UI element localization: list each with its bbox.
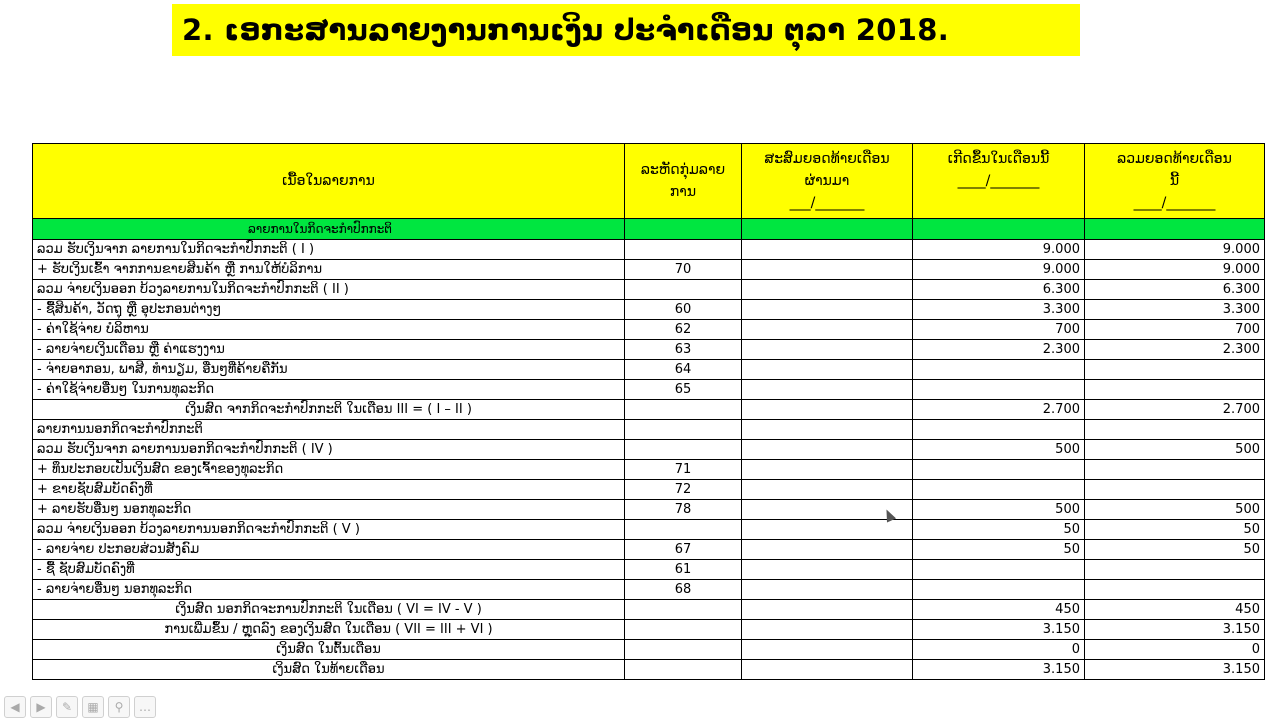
title-banner — [172, 4, 1080, 56]
table-header-row — [33, 144, 1265, 219]
header-group-code: ລະຫັດກຸ່ມລາຍ ການ — [625, 144, 742, 219]
row-label: ລວມ ຈ່າຍເງິນອອກ ບ້ວງລາຍການນອກກິດຈະກຳປົກກະຕິ ( V ) — [33, 520, 625, 540]
row-accumulated — [742, 400, 913, 420]
row-accumulated — [742, 460, 913, 480]
row-label: + ຮັບເງິນເຂົ້າ ຈາກການຂາຍສິນຄ້າ ຫຼື ການໃຫ້ບໍລິການ — [33, 260, 625, 280]
row-total — [1085, 420, 1265, 440]
section-label: ລາຍການໃນກິດຈະກຳປົກກະຕິ — [33, 219, 625, 240]
row-total: 6.300 — [1085, 280, 1265, 300]
row-accumulated — [742, 440, 913, 460]
row-current-month: 450 — [913, 600, 1085, 620]
row-accumulated — [742, 320, 913, 340]
row-group-code: 60 — [625, 300, 742, 320]
row-current-month: 500 — [913, 440, 1085, 460]
row-current-month — [913, 560, 1085, 580]
row-label: - ຈ່າຍອາກອນ, ພາສີ, ທຳນຽມ, ອື່ນໆທີ່ຄ້າຍຄືກັນ — [33, 360, 625, 380]
row-current-month: 3.300 — [913, 300, 1085, 320]
row-accumulated — [742, 420, 913, 440]
row-current-month: 3.150 — [913, 620, 1085, 640]
row-label: + ຂາຍຊັບສົມບັດຄົງທີ່ — [33, 480, 625, 500]
row-label: - ຊື້ ຊັບສົມບັດຄົງທີ່ — [33, 560, 625, 580]
row-label: ລວມ ຈ່າຍເງິນອອກ ບ້ວງລາຍການໃນກິດຈະກຳປົກກະຕິ ( II ) — [33, 280, 625, 300]
row-label: + ທຶນປະກອບເປັນເງິນສົດ ຂອງເຈົ້າຂອງທຸລະກິດ — [33, 460, 625, 480]
row-total — [1085, 380, 1265, 400]
row-total: 500 — [1085, 440, 1265, 460]
pen-icon[interactable]: ✎ — [56, 696, 78, 718]
row-label: - ລາຍຈ່າຍອື່ນໆ ນອກທຸລະກິດ — [33, 580, 625, 600]
next-slide-icon[interactable]: ▶ — [30, 696, 52, 718]
table-row — [33, 440, 1265, 460]
row-label: ລວມ ຮັບເງິນຈາກ ລາຍການນອກກິດຈະກຳປົກກະຕິ ( IV ) — [33, 440, 625, 460]
row-current-month: 50 — [913, 540, 1085, 560]
row-total: 9.000 — [1085, 240, 1265, 260]
row-total: 50 — [1085, 540, 1265, 560]
row-label: - ລາຍຈ່າຍເງິນເດືອນ ຫຼື ຄ່າແຮງງານ — [33, 340, 625, 360]
row-accumulated — [742, 240, 913, 260]
row-current-month — [913, 460, 1085, 480]
table-row — [33, 340, 1265, 360]
table-row — [33, 400, 1265, 420]
row-total: 500 — [1085, 500, 1265, 520]
row-group-code: 63 — [625, 340, 742, 360]
row-total: 50 — [1085, 520, 1265, 540]
row-current-month: 50 — [913, 520, 1085, 540]
row-group-code: 62 — [625, 320, 742, 340]
row-label: ການເພີ່ມຂຶ້ນ / ຫຼຸດລົງ ຂອງເງິນສົດ ໃນເດືອນ ( VII = III + VI ) — [33, 620, 625, 640]
row-group-code — [625, 640, 742, 660]
row-current-month — [913, 420, 1085, 440]
row-current-month — [913, 360, 1085, 380]
row-accumulated — [742, 560, 913, 580]
row-group-code — [625, 420, 742, 440]
row-current-month: 500 — [913, 500, 1085, 520]
row-group-code — [625, 660, 742, 680]
table-row — [33, 240, 1265, 260]
row-total: 9.000 — [1085, 260, 1265, 280]
row-accumulated — [742, 660, 913, 680]
row-total: 450 — [1085, 600, 1265, 620]
row-current-month: 700 — [913, 320, 1085, 340]
row-group-code: 68 — [625, 580, 742, 600]
row-group-code — [625, 600, 742, 620]
row-group-code — [625, 240, 742, 260]
row-group-code — [625, 620, 742, 640]
row-total: 0 — [1085, 640, 1265, 660]
row-total: 2.300 — [1085, 340, 1265, 360]
row-accumulated — [742, 380, 913, 400]
row-label: - ຄ່າໃຊ້ຈ່າຍອື່ນໆ ໃນການທຸລະກິດ — [33, 380, 625, 400]
row-group-code: 78 — [625, 500, 742, 520]
row-label: ເງິນສົດ ຈາກກິດຈະກຳປົກກະຕິ ໃນເດືອນ III = ( I – II ) — [33, 400, 625, 420]
row-accumulated — [742, 360, 913, 380]
table-row — [33, 580, 1265, 600]
row-current-month: 3.150 — [913, 660, 1085, 680]
row-total — [1085, 360, 1265, 380]
row-total: 700 — [1085, 320, 1265, 340]
slideshow-toolbar — [0, 694, 156, 720]
table-row — [33, 280, 1265, 300]
table-row — [33, 660, 1265, 680]
more-options-icon[interactable]: … — [134, 696, 156, 718]
row-current-month: 6.300 — [913, 280, 1085, 300]
header-total: ລວມຍອດທ້າຍເດືອນ ນີ້ ____/_______ — [1085, 144, 1265, 219]
row-label: - ຄ່າໃຊ້ຈ່າຍ ບໍລິຫານ — [33, 320, 625, 340]
row-current-month: 2.700 — [913, 400, 1085, 420]
row-accumulated — [742, 340, 913, 360]
slides-grid-icon[interactable]: ▦ — [82, 696, 104, 718]
header-current-month: ເກີດຂຶ້ນໃນເດືອນນີ້ ____/_______ — [913, 144, 1085, 219]
row-total — [1085, 560, 1265, 580]
row-label: ລວມ ຮັບເງິນຈາກ ລາຍການໃນກິດຈະກຳປົກກະຕິ ( I ) — [33, 240, 625, 260]
financial-report-table — [32, 143, 1265, 680]
row-group-code: 65 — [625, 380, 742, 400]
row-accumulated — [742, 280, 913, 300]
row-total: 2.700 — [1085, 400, 1265, 420]
table-row — [33, 500, 1265, 520]
table-row — [33, 540, 1265, 560]
row-group-code — [625, 400, 742, 420]
row-group-code: 64 — [625, 360, 742, 380]
row-current-month: 9.000 — [913, 240, 1085, 260]
row-group-code: 70 — [625, 260, 742, 280]
table-row — [33, 300, 1265, 320]
table-row — [33, 480, 1265, 500]
table-row — [33, 460, 1265, 480]
row-total: 3.150 — [1085, 660, 1265, 680]
row-group-code: 71 — [625, 460, 742, 480]
row-total: 3.300 — [1085, 300, 1265, 320]
table-row — [33, 620, 1265, 640]
table-row — [33, 380, 1265, 400]
row-group-code: 61 — [625, 560, 742, 580]
row-total — [1085, 580, 1265, 600]
row-current-month: 9.000 — [913, 260, 1085, 280]
row-current-month: 0 — [913, 640, 1085, 660]
row-label: ເງິນສົດ ໃນທ້າຍເດືອນ — [33, 660, 625, 680]
row-group-code — [625, 280, 742, 300]
row-group-code: 67 — [625, 540, 742, 560]
row-current-month — [913, 380, 1085, 400]
row-total: 3.150 — [1085, 620, 1265, 640]
table-row — [33, 360, 1265, 380]
header-content: ເນື້ອໃນລາຍການ — [33, 144, 625, 219]
row-total — [1085, 460, 1265, 480]
page-title: 2. ເອກະສານລາຍງານການເງິນ ປະຈຳເດືອນ ຕຸລາ 2018. — [182, 13, 950, 47]
row-current-month: 2.300 — [913, 340, 1085, 360]
table-row — [33, 600, 1265, 620]
table-row — [33, 520, 1265, 540]
row-label: ເງິນສົດ ໃນຕົ້ນເດືອນ — [33, 640, 625, 660]
table-row — [33, 420, 1265, 440]
row-accumulated — [742, 620, 913, 640]
table-row — [33, 320, 1265, 340]
row-accumulated — [742, 600, 913, 620]
row-accumulated — [742, 480, 913, 500]
row-label: ເງິນສົດ ນອກກິດຈະການປົກກະຕິ ໃນເດືອນ ( VI = IV - V ) — [33, 600, 625, 620]
row-label: ລາຍການນອກກິດຈະກຳປົກກະຕິ — [33, 420, 625, 440]
row-group-code — [625, 440, 742, 460]
row-accumulated — [742, 300, 913, 320]
row-group-code: 72 — [625, 480, 742, 500]
row-current-month — [913, 480, 1085, 500]
row-label: - ຊື້ສິນຄ້າ, ວັດຖຸ ຫຼື ອຸປະກອນຕ່າງໆ — [33, 300, 625, 320]
row-group-code — [625, 520, 742, 540]
row-label: - ລາຍຈ່າຍ ປະກອບສ່ວນສັງຄົມ — [33, 540, 625, 560]
row-accumulated — [742, 540, 913, 560]
header-accumulated: ສະສົມຍອດທ້າຍເດືອນ ຜ່ານມາ ___/_______ — [742, 144, 913, 219]
row-total — [1085, 480, 1265, 500]
table-row — [33, 560, 1265, 580]
row-accumulated — [742, 580, 913, 600]
table-row — [33, 640, 1265, 660]
section-header-regular — [33, 219, 1265, 240]
zoom-icon[interactable]: ⚲ — [108, 696, 130, 718]
row-current-month — [913, 580, 1085, 600]
row-label: + ລາຍຮັບອື່ນໆ ນອກທຸລະກິດ — [33, 500, 625, 520]
previous-slide-icon[interactable]: ◀ — [4, 696, 26, 718]
row-accumulated — [742, 260, 913, 280]
row-accumulated — [742, 640, 913, 660]
table-row — [33, 260, 1265, 280]
